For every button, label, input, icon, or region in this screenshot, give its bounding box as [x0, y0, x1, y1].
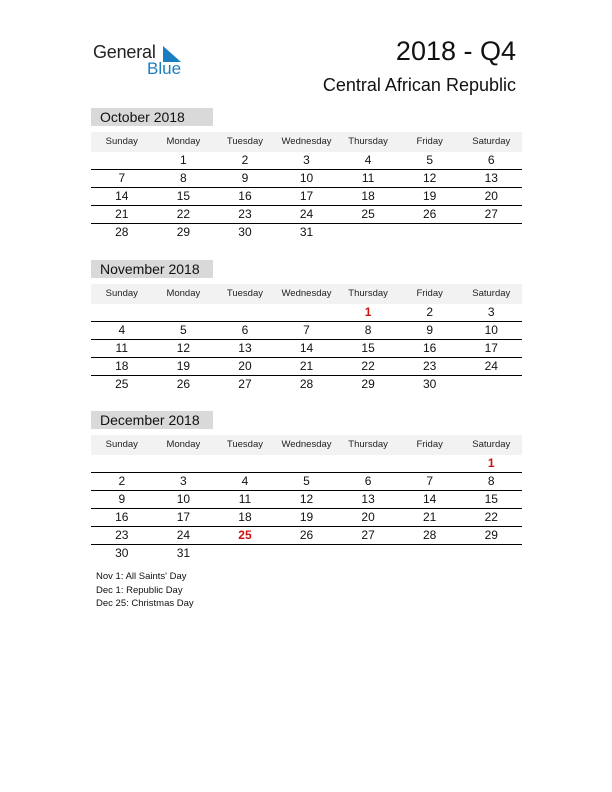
day-cell: 9: [118, 492, 126, 506]
month-name: October 2018: [91, 108, 213, 126]
day-cell: 18: [238, 510, 252, 524]
day-cell: 21: [299, 359, 314, 373]
day-cell: 8: [180, 171, 187, 185]
day-cell: 4: [118, 323, 126, 337]
day-cell: [399, 545, 461, 562]
day-cell: 12: [423, 171, 437, 185]
weekday-label: Wednesday: [281, 439, 332, 450]
day-cell: 6: [241, 323, 249, 337]
day-cell: 14: [115, 189, 129, 203]
weekday-label: Saturday: [472, 288, 511, 299]
day-cell: 28: [115, 225, 129, 239]
day-cell: 25: [361, 207, 375, 221]
day-cell: 11: [238, 492, 252, 506]
day-cell: 6: [487, 153, 495, 167]
day-cell: 7: [303, 323, 310, 337]
day-cell: 3: [180, 474, 187, 488]
day-cell: 31: [299, 225, 314, 239]
logo-blue-text: Blue: [147, 59, 182, 78]
day-cell: 23: [115, 528, 129, 542]
week-row: [91, 358, 522, 376]
weekday-label: Thursday: [348, 136, 388, 147]
day-cell: 25: [238, 528, 252, 542]
day-cell: 27: [484, 207, 498, 221]
weekday-label: Saturday: [472, 439, 511, 450]
month-november: [91, 260, 522, 393]
day-cell: 5: [426, 153, 434, 167]
day-cell: [337, 224, 399, 241]
weekday-label: Sunday: [105, 288, 138, 299]
day-cell: 5: [303, 474, 310, 488]
day-cell: 16: [238, 189, 252, 203]
day-cell: 20: [484, 189, 498, 203]
day-cell: 18: [115, 359, 129, 373]
weekday-header-row: [91, 284, 522, 304]
day-cell: [460, 224, 522, 241]
day-cell: [460, 545, 522, 562]
generalblue-logo: [93, 40, 193, 80]
week-row: [91, 170, 522, 188]
day-cell: 9: [426, 323, 434, 337]
day-cell: 15: [484, 492, 498, 506]
day-cell: 17: [176, 510, 191, 524]
week-row: [91, 509, 522, 527]
weekday-label: Thursday: [348, 288, 388, 299]
weekday-label: Monday: [166, 288, 201, 299]
week-row: [91, 224, 522, 241]
day-cell: 15: [176, 189, 191, 203]
weekday-label: Wednesday: [281, 136, 332, 147]
day-cell: 24: [299, 207, 314, 221]
day-cell: 16: [115, 510, 129, 524]
weekday-label: Tuesday: [226, 288, 263, 299]
day-cell: 10: [299, 171, 314, 185]
day-cell: 8: [487, 474, 495, 488]
day-cell: 17: [299, 189, 314, 203]
page-title: 2018 - Q4: [395, 36, 516, 66]
day-cell: 29: [361, 377, 375, 391]
day-cell: 10: [176, 492, 191, 506]
day-cell: 1: [364, 305, 372, 319]
day-cell: 1: [487, 456, 495, 470]
day-cell: 7: [426, 474, 434, 488]
holiday-notes: [96, 570, 194, 611]
day-cell: 19: [423, 189, 437, 203]
day-cell: 22: [484, 510, 498, 524]
day-cell: 13: [361, 492, 375, 506]
day-cell: 2: [426, 305, 434, 319]
day-cell: 22: [361, 359, 375, 373]
day-cell: 28: [299, 377, 314, 391]
day-cell: 12: [299, 492, 314, 506]
day-cell: 12: [176, 341, 191, 355]
month-october: [91, 108, 522, 241]
day-cell: [399, 224, 461, 241]
day-cell: 26: [299, 528, 314, 542]
day-cell: 26: [423, 207, 437, 221]
weekday-label: Sunday: [105, 439, 138, 450]
weekday-label: Thursday: [348, 439, 388, 450]
day-cell: 25: [115, 377, 129, 391]
day-cell: [460, 376, 522, 393]
week-row: [91, 206, 522, 224]
day-cell: 20: [238, 359, 252, 373]
day-cell: 24: [176, 528, 191, 542]
week-row: [91, 340, 522, 358]
logo-general-text: General: [93, 42, 156, 62]
weekday-label: Saturday: [472, 136, 511, 147]
day-cell: 2: [118, 474, 126, 488]
day-cell: [276, 304, 338, 321]
day-cell: [91, 304, 153, 321]
day-cell: 27: [361, 528, 375, 542]
month-december: [91, 411, 522, 562]
day-cell: 3: [303, 153, 310, 167]
week-row: [91, 376, 522, 393]
weekday-label: Tuesday: [226, 439, 263, 450]
day-cell: 16: [423, 341, 437, 355]
week-row: [91, 455, 522, 473]
day-cell: 29: [176, 225, 191, 239]
weekday-header-row: [91, 435, 522, 455]
weekday-label: Friday: [416, 136, 443, 147]
weekday-label: Tuesday: [226, 136, 263, 147]
day-cell: 9: [241, 171, 249, 185]
day-cell: 8: [364, 323, 372, 337]
day-cell: [276, 545, 338, 562]
day-cell: 15: [361, 341, 375, 355]
day-cell: 28: [423, 528, 437, 542]
weekday-label: Friday: [416, 439, 443, 450]
day-cell: [214, 545, 276, 562]
weekday-header-row: [91, 132, 522, 152]
weekday-label: Friday: [416, 288, 443, 299]
holiday-note: Nov 1: All Saints' Day: [96, 571, 187, 582]
weekday-label: Monday: [166, 439, 201, 450]
week-row: [91, 152, 522, 170]
weekday-label: Sunday: [105, 136, 138, 147]
day-cell: 6: [364, 474, 372, 488]
day-cell: 4: [364, 153, 372, 167]
holiday-note: Dec 25: Christmas Day: [96, 598, 194, 609]
week-row: [91, 545, 522, 562]
day-cell: 13: [484, 171, 498, 185]
day-cell: 21: [423, 510, 437, 524]
day-cell: 21: [115, 207, 129, 221]
day-cell: 7: [118, 171, 126, 185]
country-name: Central African Republic: [322, 75, 516, 95]
day-cell: [337, 455, 399, 472]
holiday-note: Dec 1: Republic Day: [96, 584, 183, 596]
week-row: [91, 322, 522, 340]
day-cell: 30: [238, 225, 252, 239]
day-cell: 19: [176, 359, 191, 373]
day-cell: 17: [484, 341, 498, 355]
day-cell: 30: [115, 546, 129, 560]
day-cell: 22: [176, 207, 191, 221]
day-cell: [91, 152, 153, 169]
day-cell: [91, 455, 153, 472]
day-cell: 5: [180, 323, 187, 337]
day-cell: 10: [484, 323, 498, 337]
month-name: December 2018: [91, 411, 213, 429]
day-cell: 14: [423, 492, 437, 506]
month-name: November 2018: [91, 260, 213, 278]
day-cell: 27: [238, 377, 252, 391]
day-cell: 19: [299, 510, 314, 524]
day-cell: 11: [361, 171, 375, 185]
day-cell: 23: [423, 359, 437, 373]
day-cell: 11: [115, 341, 129, 355]
day-cell: 13: [238, 341, 252, 355]
week-row: [91, 188, 522, 206]
day-cell: 1: [180, 153, 187, 167]
day-cell: 29: [484, 528, 498, 542]
week-row: [91, 491, 522, 509]
day-cell: 23: [238, 207, 252, 221]
day-cell: [214, 304, 276, 321]
day-cell: 20: [361, 510, 375, 524]
day-cell: 31: [176, 546, 191, 560]
week-row: [91, 304, 522, 322]
weekday-label: Wednesday: [281, 288, 332, 299]
day-cell: 14: [299, 341, 314, 355]
day-cell: 3: [487, 305, 495, 319]
week-row: [91, 473, 522, 491]
day-cell: [214, 455, 276, 472]
day-cell: 4: [241, 474, 249, 488]
day-cell: [399, 455, 461, 472]
day-cell: 26: [176, 377, 191, 391]
day-cell: 24: [484, 359, 498, 373]
day-cell: 2: [241, 153, 249, 167]
day-cell: [276, 455, 338, 472]
day-cell: [153, 455, 215, 472]
day-cell: [337, 545, 399, 562]
day-cell: 30: [423, 377, 437, 391]
day-cell: 18: [361, 189, 375, 203]
day-cell: [153, 304, 215, 321]
week-row: [91, 527, 522, 545]
weekday-label: Monday: [166, 136, 201, 147]
